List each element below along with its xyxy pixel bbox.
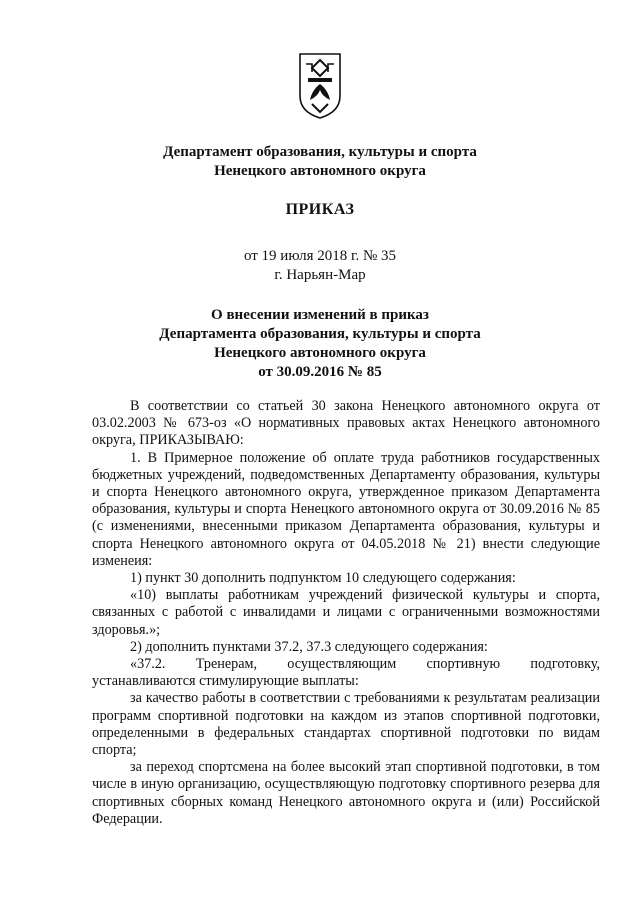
org-line-1: Департамент образования, культуры и спорта <box>163 144 477 160</box>
paragraph-quote-37-2: «37.2. Тренерам, осуществляющим спортивную подготовку, устанавливаются стимулирующие выплаты: <box>92 656 600 690</box>
subject-line-4: от 30.09.2016 № 85 <box>258 364 382 380</box>
paragraph-preamble: В соответствии со статьей 30 закона Ненецкого автономного округа от 03.02.2003 № 673-оз «О нормативных правовых актах Ненецкого автономного округа, ПРИКАЗЫВАЮ: <box>92 398 600 449</box>
subject-line-2: Департамента образования, культуры и спорта <box>159 326 481 342</box>
paragraph-quote-10: «10) выплаты работникам учреждений физической культуры и спорта, связанных с работой с инвалидами и лицами с ограниченными возможностями здоровья.»; <box>92 587 600 638</box>
org-line-2: Ненецкого автономного округа <box>214 163 426 179</box>
document-date: от 19 июля 2018 г. № 35 <box>243 248 397 264</box>
paragraph-item-1: 1. В Примерное положение об оплате труда работников государственных бюджетных учреждений, подведомственных Департаменту образования, культуры и спорта Ненецкого автономного округа, утвержденное приказом Департамента образования, культуры и спорта Ненецкого автономного округа от 30.09.2016 № 85 (с изменениями, внесенными приказом Департамента образования, культуры и спорта Ненецкого автономного округа от 04.05.2018 № 21) внести следующие изменеия: <box>92 449 600 569</box>
paragraph-subitem-2: 2) дополнить пунктами 37.2, 37.3 следующего содержания: <box>130 638 488 655</box>
paragraph-subitem-1: 1) пункт 30 дополнить подпунктом 10 следующего содержания: <box>130 570 516 587</box>
subject-line-1: О внесении изменений в приказ <box>211 307 429 323</box>
document-city: г. Нарьян-Мар <box>274 267 366 283</box>
organization-name <box>0 143 640 181</box>
coat-of-arms-icon <box>298 52 342 120</box>
subject-line-3: Ненецкого автономного округа <box>214 345 426 361</box>
document-subject <box>0 306 640 382</box>
paragraph-transition: за переход спортсмена на более высокий этап спортивной подготовки, в том числе в иную организацию, осуществляющую подготовку спортивного резерва для спортивных сборных команд Ненецкого автономного округа и (или) Российской Федерации. <box>92 759 600 827</box>
paragraph-quality: за качество работы в соответствии с требованиями к результатам реализации программ спортивной подготовки на каждом из этапов спортивной подготовки, определенными в федеральных стандартах спортивной подготовки по видам спорта; <box>92 690 600 759</box>
document-body <box>92 398 600 828</box>
document-type: ПРИКАЗ <box>285 201 355 218</box>
document-date-block <box>0 247 640 285</box>
